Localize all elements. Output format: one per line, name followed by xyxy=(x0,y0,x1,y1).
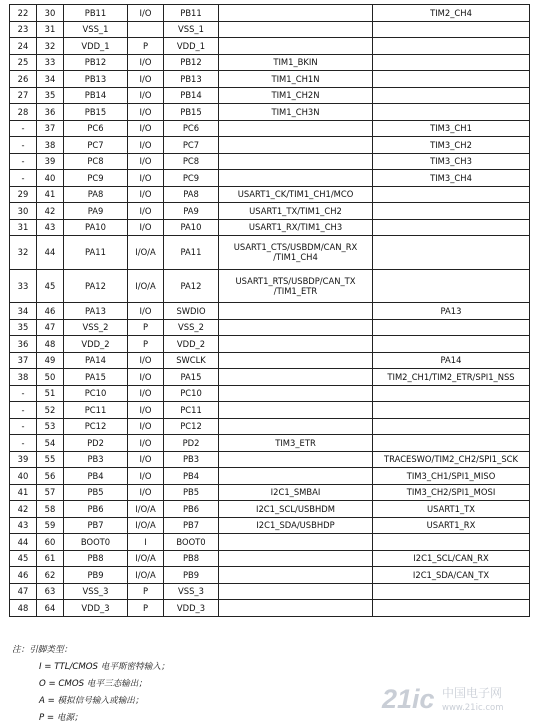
table-row xyxy=(10,87,530,104)
table-cell: 42 xyxy=(37,203,64,220)
table-cell xyxy=(373,219,530,236)
table-cell: - xyxy=(10,153,37,170)
table-cell: 43 xyxy=(10,517,37,534)
table-cell xyxy=(219,336,373,353)
table-cell: - xyxy=(10,170,37,187)
table-cell xyxy=(373,54,530,71)
table-cell: PA9 xyxy=(64,203,128,220)
table-row xyxy=(10,468,530,485)
table-cell: TIM1_CH2N xyxy=(219,87,373,104)
table-cell: - xyxy=(10,120,37,137)
table-cell: I/O xyxy=(128,153,164,170)
table-cell xyxy=(373,418,530,435)
table-cell xyxy=(373,336,530,353)
table-cell: 37 xyxy=(37,120,64,137)
table-cell: 44 xyxy=(10,534,37,551)
table-cell: PA10 xyxy=(164,219,219,236)
table-cell: 32 xyxy=(37,38,64,55)
table-cell: 64 xyxy=(37,600,64,617)
table-cell: 44 xyxy=(37,236,64,270)
table-cell: USART1_RX/TIM1_CH3 xyxy=(219,219,373,236)
table-cell xyxy=(219,120,373,137)
table-cell: PC10 xyxy=(164,385,219,402)
pin-type-notes xyxy=(12,642,170,727)
table-cell: 30 xyxy=(10,203,37,220)
table-cell: VSS_2 xyxy=(64,319,128,336)
table-cell: TIM1_BKIN xyxy=(219,54,373,71)
table-cell: I/O xyxy=(128,5,164,22)
table-cell: 41 xyxy=(10,484,37,501)
table-cell: TIM3_CH4 xyxy=(373,170,530,187)
table-cell xyxy=(373,21,530,38)
table-cell xyxy=(373,534,530,551)
table-cell: VDD_1 xyxy=(164,38,219,55)
table-cell: 28 xyxy=(10,104,37,121)
note-line: O = CMOS 电平三态输出； xyxy=(39,679,147,689)
table-cell: PB6 xyxy=(164,501,219,518)
table-cell: - xyxy=(10,418,37,435)
table-row xyxy=(10,600,530,617)
table-cell: SWCLK xyxy=(164,352,219,369)
table-row xyxy=(10,352,530,369)
table-cell: TIM1_CH1N xyxy=(219,71,373,88)
table-cell: 32 xyxy=(10,236,37,270)
table-cell: I/O xyxy=(128,54,164,71)
table-cell: PB14 xyxy=(164,87,219,104)
table-cell: 25 xyxy=(10,54,37,71)
watermark-cn-text: 中国电子网 xyxy=(442,686,503,700)
table-cell: VSS_3 xyxy=(64,583,128,600)
table-cell xyxy=(219,550,373,567)
table-row xyxy=(10,137,530,154)
table-cell: 63 xyxy=(37,583,64,600)
table-cell xyxy=(219,303,373,320)
table-cell: 55 xyxy=(37,451,64,468)
table-cell: PA13 xyxy=(64,303,128,320)
table-cell: 62 xyxy=(37,567,64,584)
table-cell: VDD_3 xyxy=(64,600,128,617)
table-cell: I/O xyxy=(128,385,164,402)
table-cell xyxy=(373,435,530,452)
table-row xyxy=(10,219,530,236)
table-cell xyxy=(219,369,373,386)
table-cell: 36 xyxy=(10,336,37,353)
table-cell: I/O xyxy=(128,435,164,452)
table-cell: TIM3_ETR xyxy=(219,435,373,452)
table-cell: VSS_3 xyxy=(164,583,219,600)
table-cell: VDD_2 xyxy=(64,336,128,353)
table-cell xyxy=(219,567,373,584)
table-row xyxy=(10,550,530,567)
table-cell xyxy=(373,87,530,104)
table-cell xyxy=(373,269,530,303)
table-row xyxy=(10,501,530,518)
table-cell: PB5 xyxy=(164,484,219,501)
table-cell: PB4 xyxy=(164,468,219,485)
table-cell: 23 xyxy=(10,21,37,38)
watermark-url: www.21ic.com xyxy=(442,703,504,713)
table-cell: PB4 xyxy=(64,468,128,485)
table-row xyxy=(10,435,530,452)
table-cell: PC10 xyxy=(64,385,128,402)
table-cell: 56 xyxy=(37,468,64,485)
table-cell: VDD_2 xyxy=(164,336,219,353)
table-cell: PC12 xyxy=(64,418,128,435)
table-cell: I/O xyxy=(128,203,164,220)
table-cell: 59 xyxy=(37,517,64,534)
table-cell: SWDIO xyxy=(164,303,219,320)
table-cell: PC9 xyxy=(164,170,219,187)
table-cell: 38 xyxy=(10,369,37,386)
table-cell xyxy=(373,203,530,220)
table-row xyxy=(10,38,530,55)
table-cell: 35 xyxy=(10,319,37,336)
table-cell: 34 xyxy=(37,71,64,88)
table-cell: 45 xyxy=(37,269,64,303)
table-row xyxy=(10,402,530,419)
table-cell: VSS_2 xyxy=(164,319,219,336)
table-cell: TIM3_CH2 xyxy=(373,137,530,154)
table-row xyxy=(10,71,530,88)
table-cell: 58 xyxy=(37,501,64,518)
table-cell xyxy=(219,418,373,435)
table-row xyxy=(10,54,530,71)
table-row xyxy=(10,517,530,534)
table-cell xyxy=(219,402,373,419)
table-cell: P xyxy=(128,583,164,600)
table-cell: 60 xyxy=(37,534,64,551)
table-cell: PB7 xyxy=(64,517,128,534)
table-cell: I2C1_SDA/CAN_TX xyxy=(373,567,530,584)
table-cell: PB3 xyxy=(164,451,219,468)
table-cell: PC7 xyxy=(64,137,128,154)
table-cell: 48 xyxy=(37,336,64,353)
table-cell: 40 xyxy=(37,170,64,187)
table-cell: I/O xyxy=(128,137,164,154)
table-cell: PC8 xyxy=(164,153,219,170)
table-row xyxy=(10,120,530,137)
table-cell: 39 xyxy=(10,451,37,468)
table-cell: 29 xyxy=(10,186,37,203)
table-cell: - xyxy=(10,137,37,154)
table-cell: I/O xyxy=(128,402,164,419)
table-cell: I/O xyxy=(128,186,164,203)
table-cell: I/O xyxy=(128,219,164,236)
table-cell: TIM3_CH3 xyxy=(373,153,530,170)
table-cell: PA12 xyxy=(164,269,219,303)
table-cell: PB11 xyxy=(164,5,219,22)
table-cell: I/O xyxy=(128,87,164,104)
table-cell: 37 xyxy=(10,352,37,369)
table-cell: PA9 xyxy=(164,203,219,220)
table-cell: PC11 xyxy=(64,402,128,419)
table-cell: I/O xyxy=(128,120,164,137)
table-cell xyxy=(219,38,373,55)
table-cell: I/O xyxy=(128,104,164,121)
table-cell: I/O xyxy=(128,170,164,187)
table-cell xyxy=(219,137,373,154)
table-cell: 31 xyxy=(37,21,64,38)
table-row xyxy=(10,567,530,584)
table-cell xyxy=(373,236,530,270)
table-cell: 54 xyxy=(37,435,64,452)
table-row xyxy=(10,269,530,303)
table-cell: 34 xyxy=(10,303,37,320)
table-row xyxy=(10,21,530,38)
table-cell: PB6 xyxy=(64,501,128,518)
table-cell: - xyxy=(10,435,37,452)
table-cell: PA15 xyxy=(64,369,128,386)
note-line: P = 电源； xyxy=(39,713,83,723)
table-cell: PB3 xyxy=(64,451,128,468)
table-cell: 48 xyxy=(10,600,37,617)
table-cell xyxy=(219,319,373,336)
table-cell: I/O xyxy=(128,71,164,88)
table-cell: I xyxy=(128,534,164,551)
table-cell: PC9 xyxy=(64,170,128,187)
table-cell xyxy=(219,600,373,617)
table-cell: USART1_TX/TIM1_CH2 xyxy=(219,203,373,220)
table-cell: PA11 xyxy=(164,236,219,270)
table-cell xyxy=(373,385,530,402)
table-row xyxy=(10,484,530,501)
table-cell xyxy=(219,468,373,485)
table-cell: BOOT0 xyxy=(164,534,219,551)
table-cell xyxy=(373,583,530,600)
table-cell: I/O/A xyxy=(128,236,164,270)
table-cell: PB8 xyxy=(64,550,128,567)
table-cell: TIM3_CH2/SPI1_MOSI xyxy=(373,484,530,501)
table-cell xyxy=(219,153,373,170)
table-cell xyxy=(373,186,530,203)
table-cell xyxy=(373,71,530,88)
table-cell: 49 xyxy=(37,352,64,369)
table-cell: I/O xyxy=(128,484,164,501)
table-cell xyxy=(128,21,164,38)
table-cell xyxy=(219,385,373,402)
table-cell: I/O/A xyxy=(128,567,164,584)
table-cell: I2C1_SCL/USBHDM xyxy=(219,501,373,518)
table-cell: I2C1_SMBAI xyxy=(219,484,373,501)
table-cell: 43 xyxy=(37,219,64,236)
table-cell: PA12 xyxy=(64,269,128,303)
table-cell xyxy=(373,38,530,55)
table-cell: I/O/A xyxy=(128,501,164,518)
table-row xyxy=(10,203,530,220)
table-cell: PB14 xyxy=(64,87,128,104)
table-cell: TIM2_CH4 xyxy=(373,5,530,22)
table-row xyxy=(10,369,530,386)
pin-definition-table xyxy=(9,4,530,617)
table-cell: 30 xyxy=(37,5,64,22)
table-row xyxy=(10,5,530,22)
table-row xyxy=(10,336,530,353)
table-cell: PB13 xyxy=(64,71,128,88)
table-cell: I/O xyxy=(128,303,164,320)
table-cell: 36 xyxy=(37,104,64,121)
notes-title: 注：引脚类型： xyxy=(12,645,73,655)
table-cell: 47 xyxy=(10,583,37,600)
table-cell: PB15 xyxy=(64,104,128,121)
table-cell: 51 xyxy=(37,385,64,402)
table-cell: USART1_CK/TIM1_CH1/MCO xyxy=(219,186,373,203)
table-cell: 38 xyxy=(37,137,64,154)
table-cell: 31 xyxy=(10,219,37,236)
table-cell: PB5 xyxy=(64,484,128,501)
table-cell: 26 xyxy=(10,71,37,88)
table-cell xyxy=(219,451,373,468)
note-line: A = 模拟信号输入或输出； xyxy=(39,696,144,706)
table-cell xyxy=(219,534,373,551)
table-cell xyxy=(219,352,373,369)
table-cell: PB9 xyxy=(164,567,219,584)
table-cell: TIM3_CH1/SPI1_MISO xyxy=(373,468,530,485)
table-cell xyxy=(219,5,373,22)
table-cell xyxy=(373,402,530,419)
table-cell: 27 xyxy=(10,87,37,104)
table-cell: PA15 xyxy=(164,369,219,386)
table-cell xyxy=(373,600,530,617)
table-cell xyxy=(219,170,373,187)
table-cell: BOOT0 xyxy=(64,534,128,551)
table-cell xyxy=(373,104,530,121)
table-cell: TIM1_CH3N xyxy=(219,104,373,121)
table-cell: PA8 xyxy=(64,186,128,203)
table-cell: TIM2_CH1/TIM2_ETR/SPI1_NSS xyxy=(373,369,530,386)
table-row xyxy=(10,104,530,121)
table-row xyxy=(10,534,530,551)
table-cell: PB12 xyxy=(164,54,219,71)
table-cell: 42 xyxy=(10,501,37,518)
table-cell xyxy=(373,319,530,336)
table-row xyxy=(10,236,530,270)
table-cell: I2C1_SDA/USBHDP xyxy=(219,517,373,534)
table-cell: PA13 xyxy=(373,303,530,320)
table-cell: I/O xyxy=(128,369,164,386)
table-cell: PA8 xyxy=(164,186,219,203)
table-cell: I/O xyxy=(128,451,164,468)
table-row xyxy=(10,451,530,468)
table-cell: USART1_RTS/USBDP/CAN_TX /TIM1_ETR xyxy=(219,269,373,303)
table-cell: 50 xyxy=(37,369,64,386)
table-cell: - xyxy=(10,402,37,419)
table-cell: I/O/A xyxy=(128,269,164,303)
table-cell: PA11 xyxy=(64,236,128,270)
table-cell: I/O xyxy=(128,418,164,435)
table-cell: P xyxy=(128,319,164,336)
table-cell: PC6 xyxy=(64,120,128,137)
table-row xyxy=(10,418,530,435)
table-cell: PC12 xyxy=(164,418,219,435)
table-cell: PD2 xyxy=(64,435,128,452)
table-cell: 39 xyxy=(37,153,64,170)
table-cell: - xyxy=(10,385,37,402)
table-cell: 46 xyxy=(37,303,64,320)
table-cell: PD2 xyxy=(164,435,219,452)
table-cell: P xyxy=(128,600,164,617)
table-row xyxy=(10,583,530,600)
watermark-logo-text: 21ic xyxy=(382,684,435,714)
table-row xyxy=(10,186,530,203)
table-cell: PA14 xyxy=(373,352,530,369)
table-cell: 41 xyxy=(37,186,64,203)
table-cell: P xyxy=(128,336,164,353)
table-cell: 40 xyxy=(10,468,37,485)
table-cell: 35 xyxy=(37,87,64,104)
table-cell: PA10 xyxy=(64,219,128,236)
table-cell: 33 xyxy=(37,54,64,71)
table-cell: 45 xyxy=(10,550,37,567)
table-cell: I/O xyxy=(128,352,164,369)
table-cell: VDD_3 xyxy=(164,600,219,617)
table-cell: 33 xyxy=(10,269,37,303)
table-cell: PA14 xyxy=(64,352,128,369)
table-cell: PC6 xyxy=(164,120,219,137)
table-cell: 46 xyxy=(10,567,37,584)
table-cell: PB7 xyxy=(164,517,219,534)
table-cell: 47 xyxy=(37,319,64,336)
table-cell: PB13 xyxy=(164,71,219,88)
table-cell xyxy=(219,583,373,600)
table-row xyxy=(10,319,530,336)
table-cell: USART1_TX xyxy=(373,501,530,518)
table-cell: PC7 xyxy=(164,137,219,154)
table-cell: PC11 xyxy=(164,402,219,419)
table-cell: PB12 xyxy=(64,54,128,71)
table-row xyxy=(10,385,530,402)
table-cell: P xyxy=(128,38,164,55)
table-cell: TIM3_CH1 xyxy=(373,120,530,137)
table-row xyxy=(10,153,530,170)
note-line: I = TTL/CMOS 电平斯密特输入； xyxy=(39,662,170,672)
table-cell: PB9 xyxy=(64,567,128,584)
table-cell: 52 xyxy=(37,402,64,419)
table-cell: VSS_1 xyxy=(64,21,128,38)
table-cell xyxy=(219,21,373,38)
table-cell: VSS_1 xyxy=(164,21,219,38)
table-cell: PC8 xyxy=(64,153,128,170)
table-cell: PB15 xyxy=(164,104,219,121)
site-watermark-logo xyxy=(380,682,530,714)
table-row xyxy=(10,303,530,320)
table-cell: I/O/A xyxy=(128,517,164,534)
table-cell: PB8 xyxy=(164,550,219,567)
table-cell: 53 xyxy=(37,418,64,435)
table-cell: TRACESWO/TIM2_CH2/SPI1_SCK xyxy=(373,451,530,468)
table-cell: 24 xyxy=(10,38,37,55)
table-cell: I/O/A xyxy=(128,550,164,567)
table-cell: I/O xyxy=(128,468,164,485)
table-cell: 57 xyxy=(37,484,64,501)
table-cell: VDD_1 xyxy=(64,38,128,55)
table-cell: I2C1_SCL/CAN_RX xyxy=(373,550,530,567)
table-row xyxy=(10,170,530,187)
table-cell: USART1_RX xyxy=(373,517,530,534)
table-cell: PB11 xyxy=(64,5,128,22)
table-cell: USART1_CTS/USBDM/CAN_RX /TIM1_CH4 xyxy=(219,236,373,270)
table-cell: 61 xyxy=(37,550,64,567)
table-cell: 22 xyxy=(10,5,37,22)
